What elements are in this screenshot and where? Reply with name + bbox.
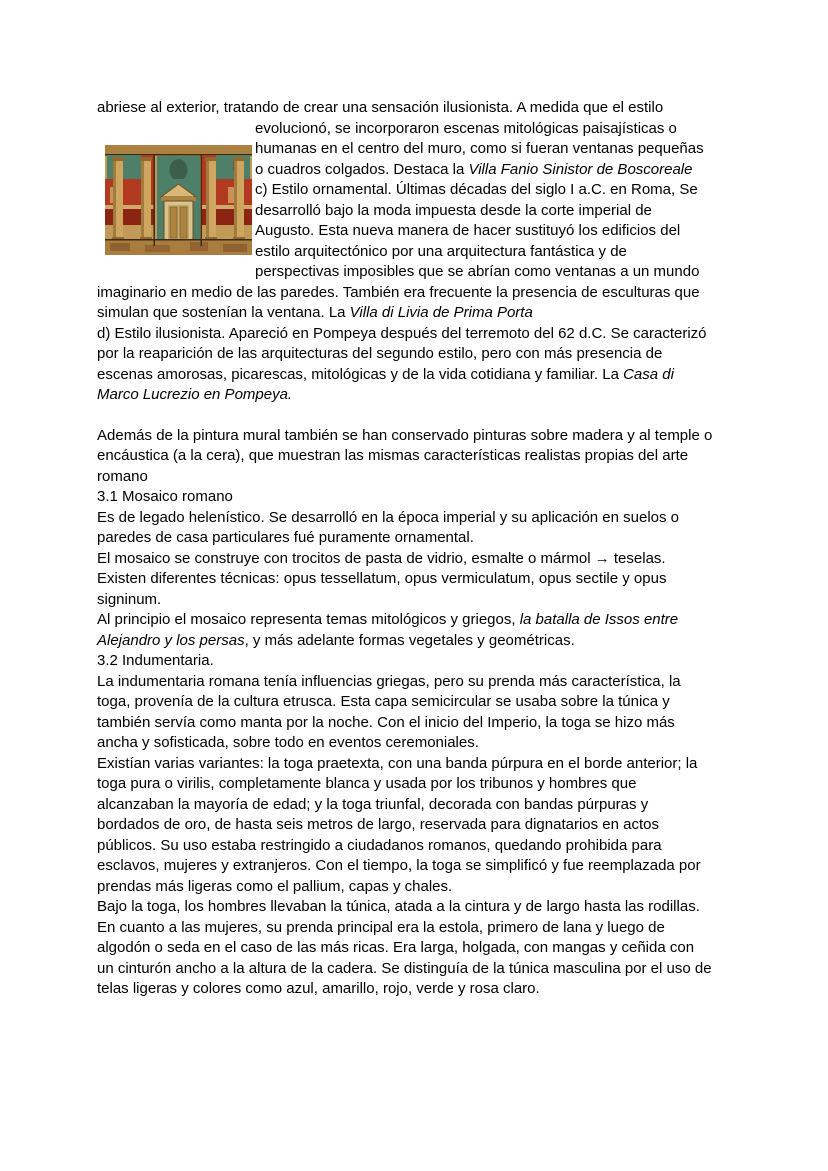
text-line [97,549,747,570]
text: esclavos, mujeres y extranjeros. Con el tiempo, la toga se simplificó y fue reemplazada por [97,857,701,874]
text: humanas en el centro del muro, como si fueran ventanas pequeñas [255,140,704,157]
text-flow [97,98,747,1000]
text: perspectivas imposibles que se abrían como ventanas a un mundo [255,263,700,280]
italic-text: Alejandro y los persas [97,631,245,649]
text: un cinturón ancho a la altura de la cadera. Se distinguía de la túnica masculina por el uso de [97,959,712,977]
text-line [97,918,747,939]
text: toga pura o virilis, completamente blanca y usada por los tribunos y hombres que [97,775,637,792]
text-line [97,979,747,1000]
italic-text: Marco Lucrezio en Pompeya. [97,386,293,403]
text-line [97,877,747,898]
text-line [97,836,747,857]
text-line [97,692,747,713]
text-line [97,365,747,386]
text: Bajo la toga, los hombres llevaban la túnica, atada a la cintura y de largo hasta las rodillas. [97,898,700,915]
italic-text: Villa Fanio Sinistor de Boscoreale [468,160,693,178]
text-line [97,774,747,795]
text: desarrolló bajo la moda impuesta desde la corte imperial de [255,201,652,219]
text: c) Estilo ornamental. Últimas décadas del siglo I a.C. en Roma, Se [255,181,698,198]
text: signinum. [97,590,162,608]
text-line [97,569,747,590]
text-line [97,959,747,980]
text: Además de la pintura mural también se han conservado pinturas sobre madera y al temple o [97,426,713,444]
text: encáustica (a la cera), que muestran las mismas características realistas propias del arte [97,447,689,464]
text-line [97,651,747,672]
text-line [97,508,747,529]
paragraph-gap [97,406,747,426]
text: o cuadros colgados. Destaca la [255,160,469,178]
text-line [97,672,747,693]
text-line [97,590,747,611]
text-line [97,795,747,816]
text: 3.2 Indumentaria. [97,652,214,669]
text-line [97,610,747,631]
text-line [97,467,747,488]
italic-text: Casa di [623,365,674,383]
text-line [97,856,747,877]
text: públicos. Su uso estaba restringido a ciudadanos romanos, quedando prohibida para [97,836,662,854]
text: Existen diferentes técnicas: opus tessellatum, opus vermiculatum, opus sectile y opus [97,570,667,587]
text: , y más adelante formas vegetales y geométricas. [244,631,575,649]
text: prendas más ligeras como el pallium, capas y chales. [97,877,453,895]
text: simulan que sostenían la ventana. La [97,304,350,321]
text-line [97,897,747,918]
text-line [97,98,747,119]
italic-text: Villa di Livia de Prima Porta [349,304,533,321]
text: evolucionó, se incorporaron escenas mitológicas paisajísticas o [255,119,677,137]
text-line [97,446,747,467]
text: Es de legado helenístico. Se desarrolló en la época imperial y su aplicación en suelos o [97,508,680,526]
text-line [97,385,747,406]
text-line [97,283,747,304]
text: estilo arquitectónico por una arquitectura fantástica y de [255,242,627,260]
text: también servía como manta por la noche. Con el inicio del Imperio, la toga se hizo más [97,713,675,731]
text: por la reaparición de las arquitecturas del segundo estilo, pero con más presencia de [97,345,663,362]
italic-text: la batalla de Issos entre [519,611,679,628]
text-line [97,754,747,775]
text: Augusto. Esta nueva manera de hacer sustituyó los edificios del [255,222,681,239]
text-line [97,528,747,549]
text: telas ligeras y colores como azul, amarillo, rojo, verde y rosa claro. [97,980,540,997]
text-line [97,324,747,345]
text-line [97,733,747,754]
text: ancha y sofisticada, sobre todo en eventos ceremoniales. [97,734,479,751]
text-line [97,815,747,836]
text-line [97,631,747,652]
text: escenas amorosas, picarescas, mitológicas y de la vida cotidiana y familiar. La [97,365,624,383]
text: romano [97,467,148,485]
text: algodón o seda en el caso de las más ricas. Era larga, holgada, con mangas y ceñida con [97,939,695,956]
text: Existían varias variantes: la toga praetexta, con una banda púrpura en el borde anterior; la [97,754,698,772]
text: toga, provenía de la cultura etrusca. Esta capa semicircular se usaba sobre la túnica y [97,693,670,710]
text-line [97,344,747,365]
text: El mosaico se construye con trocitos de pasta de vidrio, esmalte o mármol → teselas. [97,549,666,567]
text: abriese al exterior, tratando de crear una sensación ilusionista. A medida que el estilo [97,99,664,116]
text: d) Estilo ilusionista. Apareció en Pompeya después del terremoto del 62 d.C. Se caracterizó [97,324,707,342]
text: imaginario en medio de las paredes. También era frecuente la presencia de esculturas que [97,283,700,301]
text: Al principio el mosaico representa temas mitológicos y griegos, [97,611,520,628]
text-line [97,938,747,959]
text-line [97,713,747,734]
text: 3.1 Mosaico romano [97,488,233,505]
image-wrap-spacer [97,119,255,283]
text-line [97,426,747,447]
text-line [97,487,747,508]
text: alcanzaban la mayoría de edad; y la toga triunfal, decorada con bandas púrpuras y [97,795,649,813]
text: paredes de casa particulares fué puramente ornamental. [97,529,474,546]
text-line [97,303,747,324]
text: La indumentaria romana tenía influencias griegas, pero su prenda más característica, la [97,672,681,690]
text: En cuanto a las mujeres, su prenda principal era la estola, primero de lana y luego de [97,918,665,936]
text: bordados de oro, de hasta seis metros de largo, reservada para dignatarios en actos [97,816,660,833]
